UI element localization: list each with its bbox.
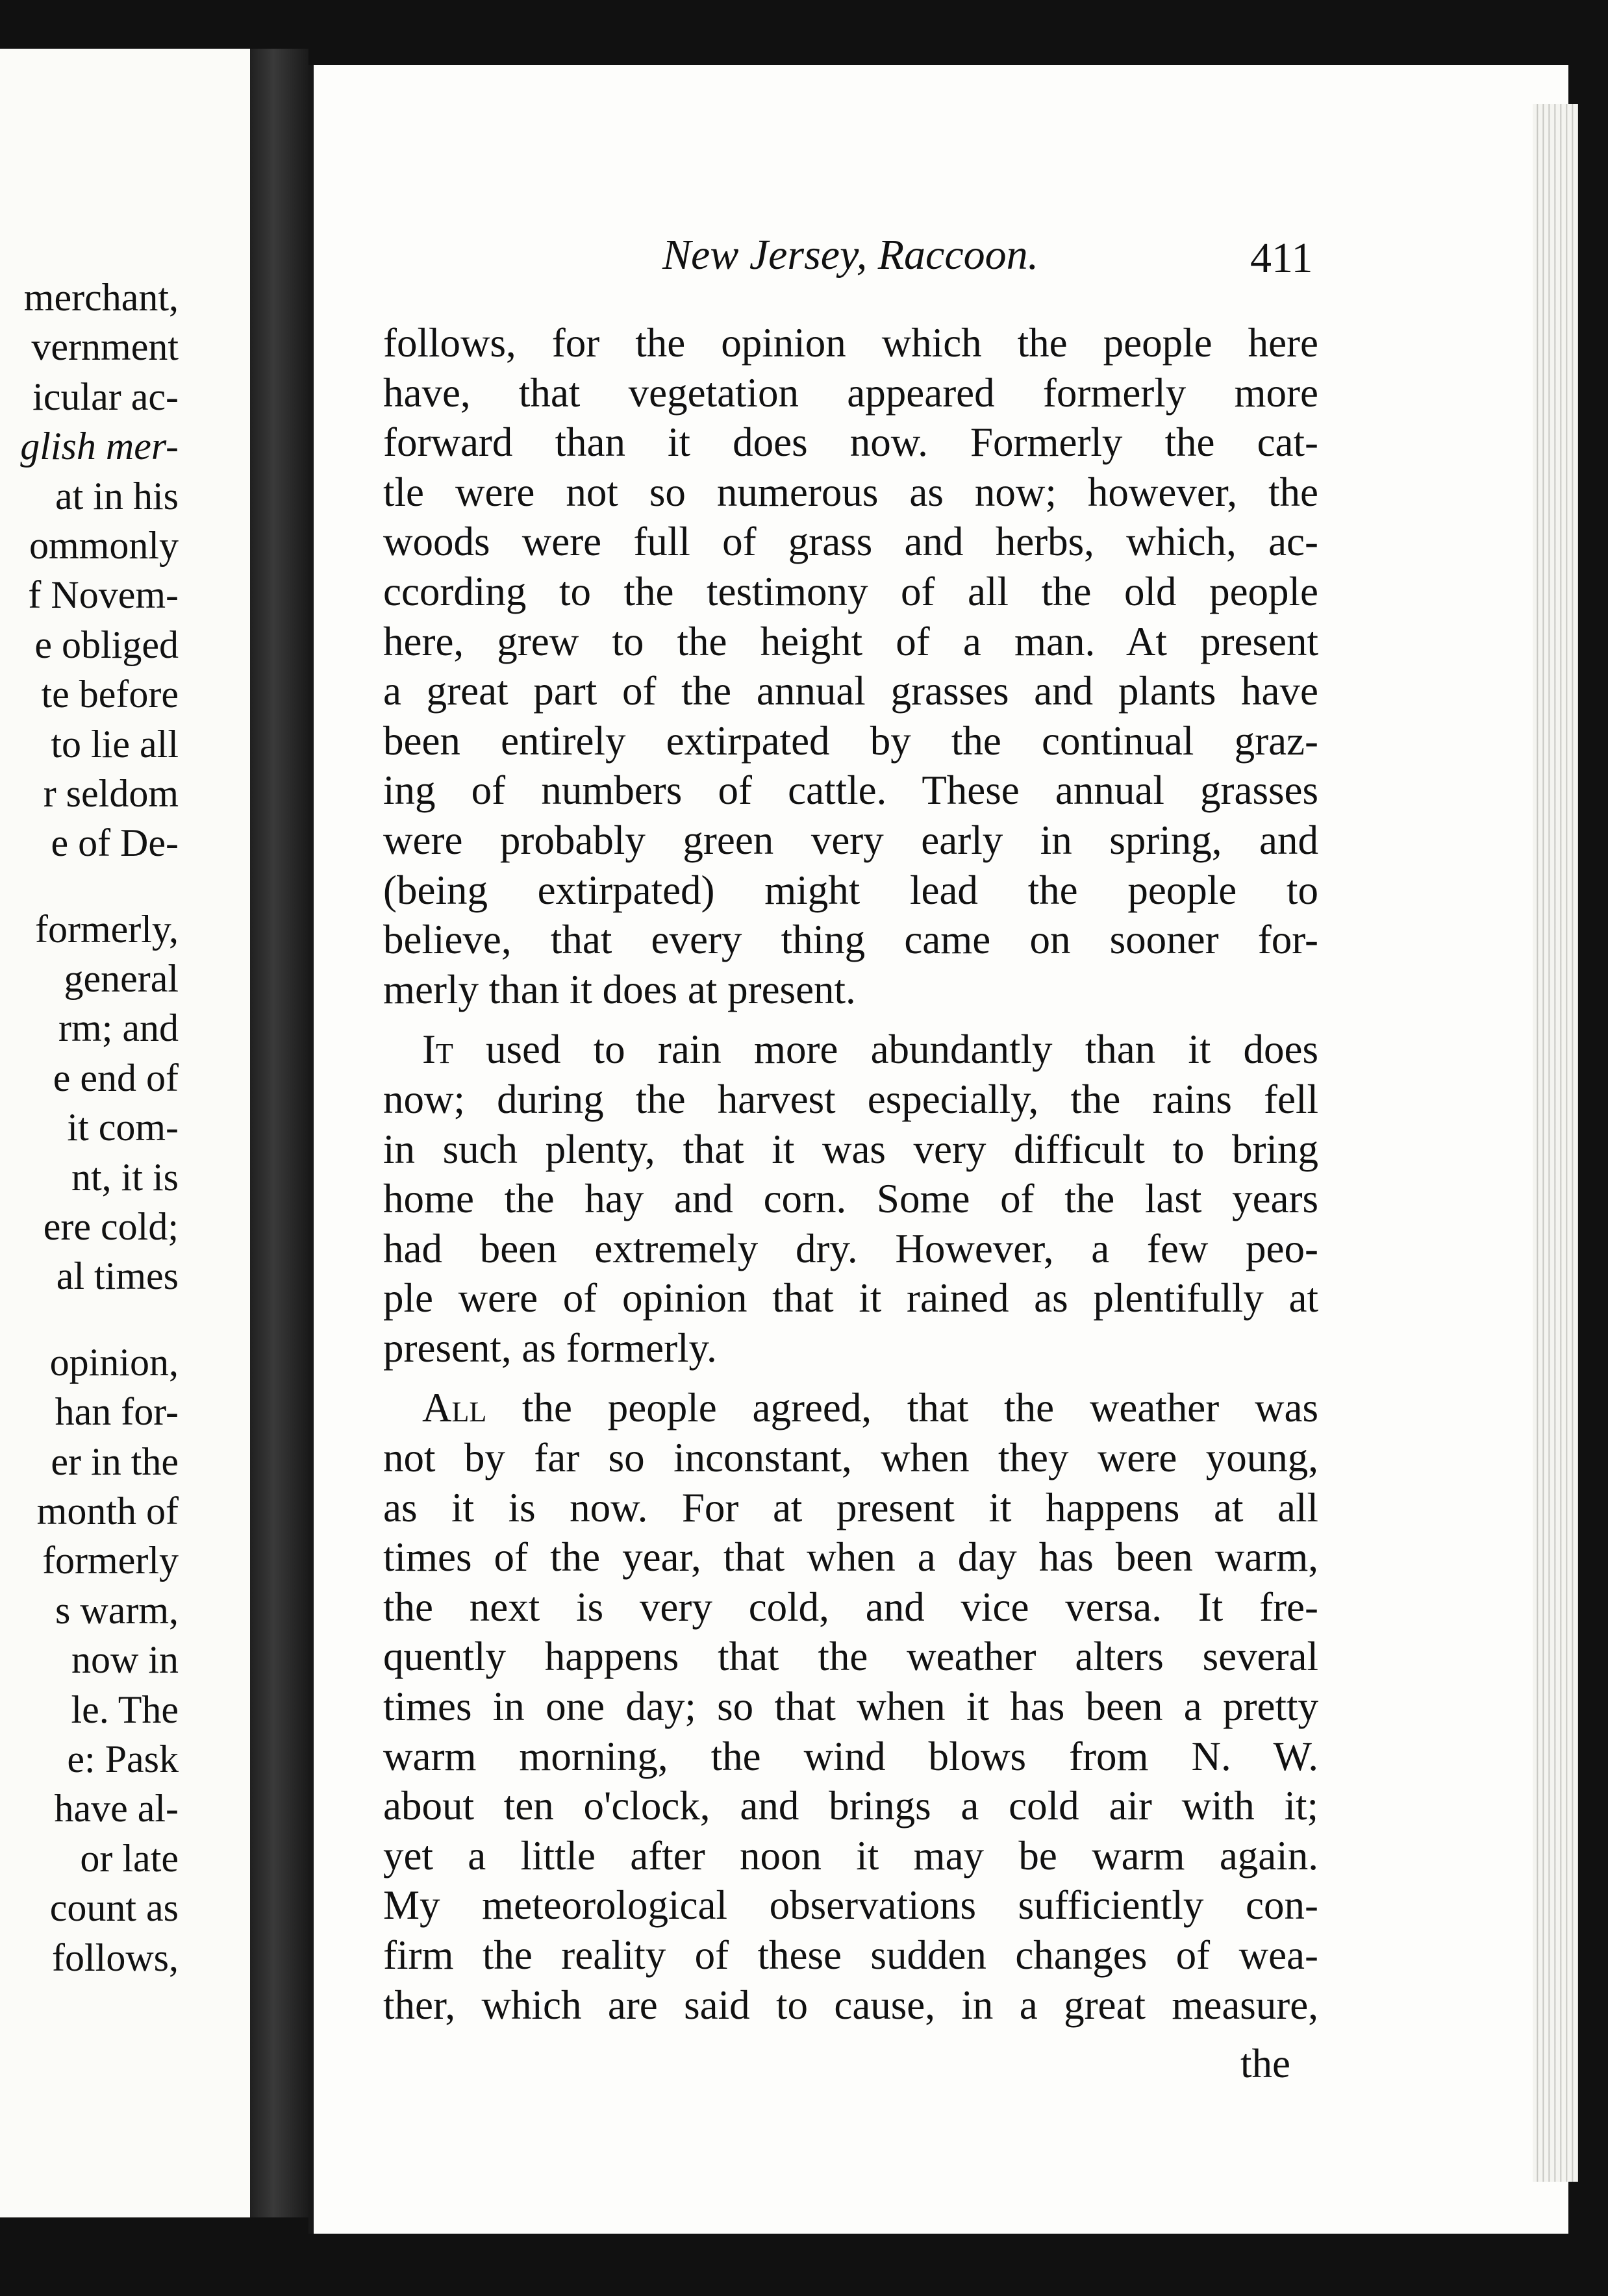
text-line: in such plenty, that it was very difficult to bring — [383, 1126, 1318, 1172]
left-line: er in the — [51, 1440, 179, 1483]
left-line: opinion, — [49, 1340, 179, 1384]
left-line: rm; and — [58, 1006, 179, 1050]
page-number: 411 — [1250, 234, 1313, 282]
left-line: formerly, — [34, 907, 179, 951]
left-line: month of — [36, 1489, 179, 1532]
left-line: count as — [49, 1886, 179, 1930]
text-line: yet a little after noon it may be warm again. — [383, 1832, 1318, 1878]
left-line: s warm, — [55, 1588, 179, 1632]
text-line — [383, 1383, 1318, 1433]
left-line: r seldom — [43, 771, 179, 815]
text-line: had been extremely dry. However, a few peo- — [383, 1225, 1318, 1271]
text-line: the next is very cold, and vice versa. It fre- — [383, 1584, 1318, 1630]
text-line: as it is now. For at present it happens at all — [383, 1484, 1318, 1530]
text-line: tle were not so numerous as now; however, the — [383, 469, 1318, 515]
text-line: quently happens that the weather alters several — [383, 1634, 1318, 1680]
page-edge — [1533, 104, 1578, 2182]
left-page-text — [20, 273, 179, 1982]
text-line: believe, that every thing came on sooner for- — [383, 917, 1318, 963]
text-line: here, grew to the height of a man. At present — [383, 618, 1318, 664]
left-page — [0, 49, 254, 2217]
text-line: warm morning, the wind blows from N. W. — [383, 1733, 1318, 1779]
left-line: ere cold; — [43, 1205, 179, 1249]
left-line: han for- — [55, 1390, 179, 1434]
paragraph-lead: It — [422, 1027, 453, 1073]
body-text — [383, 318, 1318, 2030]
text-line-rest: used to rain more abundantly than it does — [453, 1027, 1318, 1073]
text-line: present, as formerly. — [383, 1325, 717, 1371]
left-line: formerly — [42, 1539, 179, 1582]
text-line: been entirely extirpated by the continual graz- — [383, 718, 1318, 764]
text-line: (being extirpated) might lead the people to — [383, 867, 1318, 913]
text-line: ing of numbers of cattle. These annual grasses — [383, 767, 1318, 814]
left-line: vernment — [31, 325, 179, 369]
catchword: the — [1240, 2041, 1290, 2086]
left-line: it com- — [67, 1106, 179, 1149]
text-line: woods were full of grass and herbs, which, ac- — [383, 519, 1318, 565]
text-line — [383, 1025, 1318, 1075]
left-line: al times — [56, 1254, 179, 1298]
left-line: le. The — [71, 1688, 179, 1731]
left-line: have al- — [54, 1787, 179, 1830]
left-line: e of De- — [51, 821, 179, 865]
left-line: f Novem- — [28, 573, 179, 617]
text-line: times in one day; so that when it has been a pretty — [383, 1684, 1318, 1730]
book-gutter — [250, 49, 308, 2217]
left-line: te before — [41, 673, 179, 716]
left-line: e: Pask — [67, 1737, 179, 1780]
text-line: forward than it does now. Formerly the cat- — [383, 419, 1318, 466]
text-line: follows, for the opinion which the people here — [383, 320, 1318, 366]
text-line-rest: the people agreed, that the weather was — [486, 1385, 1318, 1431]
left-line: general — [64, 957, 179, 1001]
left-line: e end of — [53, 1056, 179, 1099]
text-line: a great part of the annual grasses and plants have — [383, 668, 1318, 714]
left-line: to lie all — [51, 722, 179, 766]
text-line: not by far so inconstant, when they were young, — [383, 1435, 1318, 1481]
paragraph-lead: All — [422, 1385, 487, 1431]
text-line: home the hay and corn. Some of the last years — [383, 1176, 1318, 1222]
left-line: merchant, — [23, 276, 179, 319]
text-line: have, that vegetation appeared formerly more — [383, 369, 1318, 416]
text-line: ccording to the testimony of all the old people — [383, 568, 1318, 614]
left-line: or late — [80, 1836, 179, 1880]
text-line: My meteorological observations sufficiently con- — [383, 1882, 1318, 1928]
left-line: nt, it is — [71, 1155, 179, 1199]
left-line: icular ac- — [32, 375, 179, 418]
text-line: now; during the harvest especially, the rains fell — [383, 1076, 1318, 1122]
left-line: ommonly — [29, 523, 179, 567]
left-line: now in — [71, 1638, 179, 1682]
running-head: New Jersey, Raccoon. — [662, 231, 1039, 279]
left-line: e obliged — [34, 623, 179, 666]
left-line: at in his — [55, 474, 179, 518]
text-line: about ten o'clock, and brings a cold air with it; — [383, 1783, 1318, 1829]
text-line: ple were of opinion that it rained as plentifully at — [383, 1275, 1318, 1321]
text-line: were probably green very early in spring, and — [383, 817, 1318, 863]
left-line: follows, — [52, 1936, 179, 1979]
text-line: times of the year, that when a day has been warm, — [383, 1534, 1318, 1580]
text-line: merly than it does at present. — [383, 966, 856, 1012]
left-line: glish mer- — [20, 425, 179, 468]
text-line: firm the reality of these sudden changes of wea- — [383, 1932, 1318, 1978]
text-line: ther, which are said to cause, in a great measure, — [383, 1982, 1318, 2028]
